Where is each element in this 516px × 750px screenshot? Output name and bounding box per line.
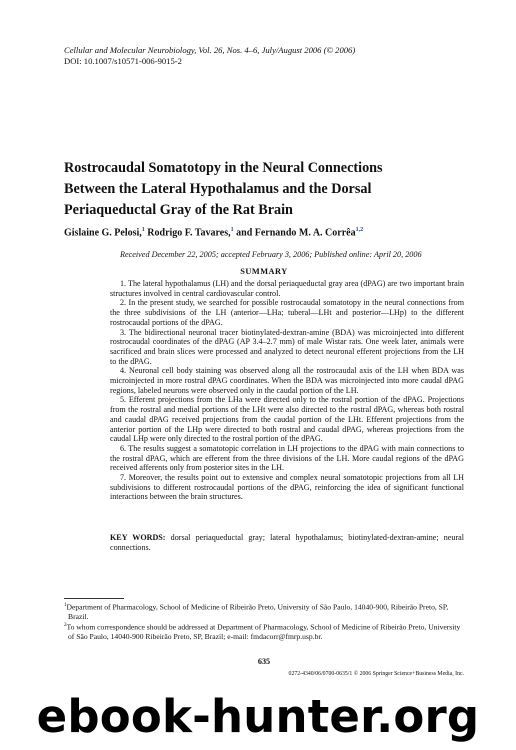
summary-paragraph: 4. Neuronal cell body staining was observed along all the rostrocaudal axis of the LH when BDA was microinjected in more rostral dPAG coordinates. When the BDA was microinjected into more caudal dPAG regions, labeled neurons were observed only in the caudal portion of the LH. — [110, 366, 464, 395]
watermark — [0, 682, 516, 750]
summary-paragraph: 6. The results suggest a somatotopic correlation in LH projections to the dPAG with main connections to the rostral dPAG, which are efferent from the three divisions of the LH. More caudal regions of the dPAG received afferents only from posterior sites in the LH. — [110, 443, 464, 473]
keywords — [110, 533, 464, 552]
keywords-text: dorsal periaqueductal gray; lateral hypothalamus; biotinylated-dextran-amine; neural connections. — [110, 533, 464, 552]
summary-paragraph: 2. In the present study, we searched for possible rostrocaudal somatotopy in the neural connections from the three subdivisions of the LH (anterior—LHa; tuberal—LHt and posterior—LHp) to the different rostrocaudal portions of the dPAG. — [110, 298, 464, 327]
footnotes — [64, 601, 464, 642]
received-dates: Received December 22, 2005; accepted February 3, 2006; Published online: April 20, 2006 — [120, 250, 422, 259]
author-name: Gislaine G. Pelosi, — [64, 227, 142, 239]
footnote-mark: 1 — [64, 603, 67, 608]
title-line: Between the Lateral Hypothalamus and the Dorsal — [64, 181, 372, 197]
footnote-divider — [64, 598, 124, 599]
page-number: 635 — [257, 657, 271, 666]
author-name: and Fernando M. A. Corrêa — [233, 227, 356, 239]
summary-heading: SUMMARY — [240, 267, 288, 276]
author-name: Rodrigo F. Tavares, — [144, 227, 231, 239]
copyright-line: 0272-4340/06/0700-0635/1 © 2006 Springer Science+Business Media, Inc. — [288, 671, 464, 677]
footnote-mark: 2 — [64, 623, 67, 629]
affiliation-mark[interactable]: 1 — [230, 227, 234, 233]
footnote — [64, 601, 464, 621]
summary-paragraph: 1. The lateral hypothalamus (LH) and the dorsal periaqueductal gray area (dPAG) are two important brain structures involved in central cardiovascular control. — [110, 279, 464, 298]
journal-citation: Cellular and Molecular Neurobiology, Vol. 26, Nos. 4–6, July/August 2006 (© 2006) — [64, 45, 356, 55]
doi: DOI: 10.1007/s10571-006-9015-2 — [64, 56, 182, 66]
affiliation-mark[interactable]: 1,2 — [355, 227, 364, 233]
summary-paragraph: 7. Moreover, the results point out to extensive and complex neural somatotopic projections from all LH subdivisions to different rostrocaudal portions of the dPAG, reinforcing the idea of significant functional interactions between the brain structures. — [110, 473, 464, 502]
title-line: Periaqueductal Gray of the Rat Brain — [64, 202, 293, 218]
summary-body — [110, 279, 464, 502]
keywords-label: KEY WORDS: — [110, 533, 166, 542]
author-list — [64, 227, 464, 238]
summary-paragraph: 3. The bidirectional neuronal tracer biotinylated-dextran-amine (BDA) was microinjected into different rostrocaudal coordinates of the dPAG (AP 3.4–2.7 mm) of male Wistar rats. One week later, animals were sacrificed and brain slices were processed and analyzed to detect neuronal efferent projections from the LH to the dPAG. — [110, 327, 464, 366]
title-line: Rostrocaudal Somatotopy in the Neural Connections — [64, 160, 383, 176]
affiliation-mark[interactable]: 1 — [141, 227, 145, 233]
watermark-text: ebook-hunter.org — [36, 689, 480, 743]
article-title — [64, 158, 464, 221]
footnote-text: Department of Pharmacology, School of Medicine of Ribeirão Preto, University of São Paulo, 14040-900, Ribeirão Preto, SP, Brazil. — [66, 602, 449, 621]
footnote — [64, 621, 464, 641]
journal-header — [64, 45, 464, 67]
footnote-text: To whom correspondence should be addressed at Department of Pharmacology, School of Medicine of Ribeirão Preto, University of São Paulo, 14040-900 Ribeirão Preto, SP, Brazil; e-mail: fmdacorr@fmrp.usp.br. — [66, 622, 461, 642]
summary-paragraph: 5. Efferent projections from the LHa were directed only to the rostral portion of the dPAG. Projections from the rostral and medial portions of the LHt were also directed to the rostral dPAG, whereas both rostral and caudal dPAG received projections from the caudal portion of the LHt. Efferent projections from the anterior portion of the LHp were directed to both rostral and caudal dPAG, whereas projections from the caudal LHp were only directed to the rostral portion of the dPAG. — [110, 395, 464, 444]
